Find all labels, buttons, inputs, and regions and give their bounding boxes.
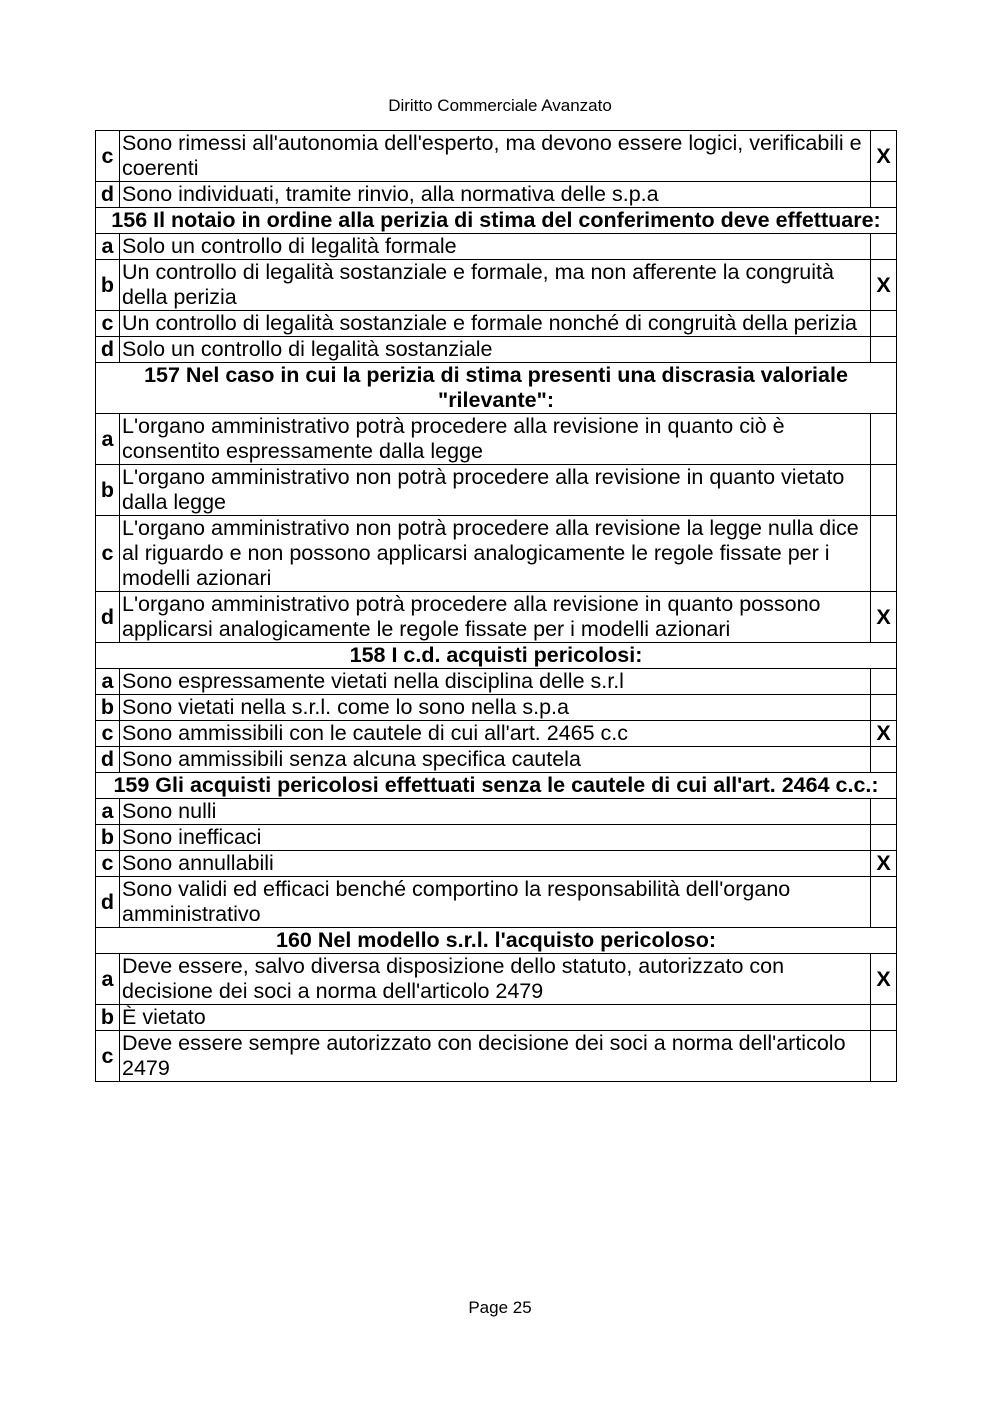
answer-letter: b: [96, 465, 120, 516]
correct-mark: [871, 747, 897, 773]
answer-letter: b: [96, 1005, 120, 1031]
answer-row: [96, 182, 897, 208]
correct-mark: [871, 877, 897, 928]
answer-row: [96, 414, 897, 465]
answer-text: Sono ammissibili senza alcuna specifica cautela: [120, 747, 871, 773]
answer-letter: d: [96, 877, 120, 928]
correct-mark: [871, 465, 897, 516]
answer-row: [96, 337, 897, 363]
correct-mark: X: [871, 721, 897, 747]
answer-letter: c: [96, 516, 120, 592]
answer-row: [96, 260, 897, 311]
correct-mark: [871, 516, 897, 592]
answer-letter: b: [96, 260, 120, 311]
correct-mark: [871, 669, 897, 695]
answer-text: Deve essere, salvo diversa disposizione dello statuto, autorizzato con decisione dei soci a norma dell'articolo 2479: [120, 954, 871, 1005]
correct-mark: [871, 825, 897, 851]
answer-text: Sono vietati nella s.r.l. come lo sono nella s.p.a: [120, 695, 871, 721]
question-text: 158 I c.d. acquisti pericolosi:: [96, 643, 897, 669]
answer-text: Un controllo di legalità sostanziale e formale nonché di congruità della perizia: [120, 311, 871, 337]
answer-text: L'organo amministrativo non potrà procedere alla revisione la legge nulla dice al riguardo e non possono applicarsi analogicamente le regole fissate per i modelli azionari: [120, 516, 871, 592]
correct-mark: [871, 337, 897, 363]
question-row: [96, 928, 897, 954]
answer-letter: c: [96, 1031, 120, 1082]
answer-text: Sono validi ed efficaci benché comportino la responsabilità dell'organo amministrativo: [120, 877, 871, 928]
answer-letter: a: [96, 799, 120, 825]
answer-letter: a: [96, 954, 120, 1005]
correct-mark: [871, 234, 897, 260]
answer-row: [96, 234, 897, 260]
correct-mark: [871, 1031, 897, 1082]
answer-text: Sono individuati, tramite rinvio, alla normativa delle s.p.a: [120, 182, 871, 208]
answer-row: [96, 465, 897, 516]
correct-mark: [871, 414, 897, 465]
answer-letter: c: [96, 131, 120, 182]
answer-text: Deve essere sempre autorizzato con decisione dei soci a norma dell'articolo 2479: [120, 1031, 871, 1082]
answer-letter: b: [96, 695, 120, 721]
answer-letter: c: [96, 721, 120, 747]
answer-text: È vietato: [120, 1005, 871, 1031]
answer-letter: d: [96, 337, 120, 363]
answer-text: Sono ammissibili con le cautele di cui all'art. 2465 c.c: [120, 721, 871, 747]
answer-letter: c: [96, 851, 120, 877]
correct-mark: X: [871, 851, 897, 877]
answer-text: Un controllo di legalità sostanziale e formale, ma non afferente la congruità della perizia: [120, 260, 871, 311]
correct-mark: [871, 799, 897, 825]
correct-mark: X: [871, 131, 897, 182]
answer-letter: a: [96, 414, 120, 465]
answer-letter: a: [96, 669, 120, 695]
question-text: 156 Il notaio in ordine alla perizia di stima del conferimento deve effettuare:: [96, 208, 897, 234]
question-row: [96, 208, 897, 234]
answer-row: [96, 1005, 897, 1031]
question-row: [96, 363, 897, 414]
answer-text: Sono inefficaci: [120, 825, 871, 851]
answer-row: [96, 592, 897, 643]
correct-mark: X: [871, 954, 897, 1005]
answer-row: [96, 825, 897, 851]
question-text: 159 Gli acquisti pericolosi effettuati senza le cautele di cui all'art. 2464 c.c.:: [96, 773, 897, 799]
answer-text: Solo un controllo di legalità formale: [120, 234, 871, 260]
answer-letter: a: [96, 234, 120, 260]
answer-row: [96, 747, 897, 773]
answer-row: [96, 131, 897, 182]
correct-mark: [871, 695, 897, 721]
answer-letter: d: [96, 747, 120, 773]
quiz-table: [95, 130, 897, 1082]
answer-row: [96, 516, 897, 592]
correct-mark: X: [871, 260, 897, 311]
correct-mark: [871, 311, 897, 337]
question-text: 160 Nel modello s.r.l. l'acquisto pericoloso:: [96, 928, 897, 954]
answer-text: Sono espressamente vietati nella disciplina delle s.r.l: [120, 669, 871, 695]
answer-letter: c: [96, 311, 120, 337]
answer-text: L'organo amministrativo potrà procedere alla revisione in quanto ciò è consentito espressamente dalla legge: [120, 414, 871, 465]
answer-row: [96, 799, 897, 825]
answer-letter: d: [96, 182, 120, 208]
page-header: Diritto Commerciale Avanzato: [388, 96, 612, 115]
correct-mark: [871, 1005, 897, 1031]
answer-row: [96, 311, 897, 337]
answer-row: [96, 695, 897, 721]
answer-letter: d: [96, 592, 120, 643]
answer-row: [96, 669, 897, 695]
answer-text: Sono rimessi all'autonomia dell'esperto, ma devono essere logici, verificabili e coerenti: [120, 131, 871, 182]
answer-row: [96, 954, 897, 1005]
question-text: 157 Nel caso in cui la perizia di stima presenti una discrasia valoriale "rilevante":: [96, 363, 897, 414]
question-row: [96, 643, 897, 669]
answer-text: Sono nulli: [120, 799, 871, 825]
answer-row: [96, 721, 897, 747]
answer-text: Sono annullabili: [120, 851, 871, 877]
answer-row: [96, 1031, 897, 1082]
answer-letter: b: [96, 825, 120, 851]
correct-mark: [871, 182, 897, 208]
answer-row: [96, 851, 897, 877]
page-number: Page 25: [468, 1298, 532, 1317]
answer-row: [96, 877, 897, 928]
answer-text: Solo un controllo di legalità sostanziale: [120, 337, 871, 363]
question-row: [96, 773, 897, 799]
correct-mark: X: [871, 592, 897, 643]
answer-text: L'organo amministrativo non potrà procedere alla revisione in quanto vietato dalla legge: [120, 465, 871, 516]
answer-text: L'organo amministrativo potrà procedere alla revisione in quanto possono applicarsi analogicamente le regole fissate per i modelli azionari: [120, 592, 871, 643]
